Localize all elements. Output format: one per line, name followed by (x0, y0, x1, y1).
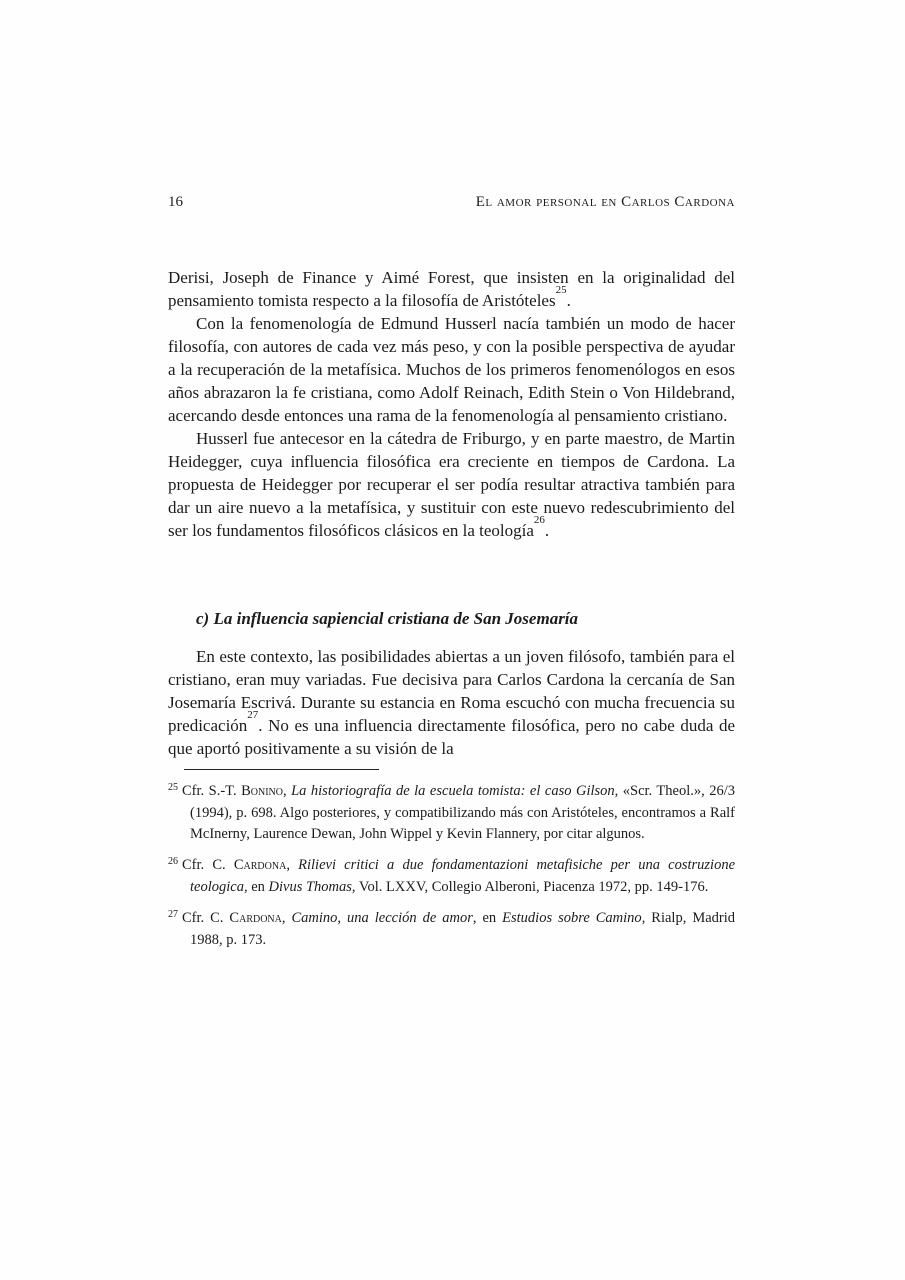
footnotes (168, 781, 735, 951)
footnote-ref-26: 26 (533, 514, 545, 527)
running-title: El amor personal en Carlos Cardona (475, 194, 735, 210)
footnote-book-title: Estudios sobre Camino (502, 910, 642, 926)
footnote-work-title: Camino, una lección de amor (291, 910, 473, 926)
paragraph-text: Con la fenomenología de Edmund Husserl nacía también un modo de hacer filosofía, con autores de cada vez más peso, y con la posible perspectiva de ayudar a la recuperación de la metafísica. Muchos de los primeros fenomenólogos en esos años abrazaron la fe cristiana, como Adolf Reinach, Edith Stein o Von Hildebrand, acercando desde entonces una rama de la fenomenología al pensamiento cristiano. (168, 314, 735, 425)
footnote-text: , Vol. LXXV, Collegio Alberoni, Piacenza 1972, pp. 149-176. (351, 879, 709, 895)
footnote-text: , Rialp, Madrid 1988, p. 173. (190, 910, 736, 948)
paragraph-text: . No es una influencia directamente filosófica, pero no cabe duda de que aportó positivamente a su visión de la (168, 716, 735, 758)
footnote-text: , en (243, 879, 269, 895)
footnote-work-title: Rilievi critici a due fondamentazioni metafisiche per una costruzione teologica (190, 857, 736, 895)
paragraph-fenomenologia (168, 312, 735, 427)
footnote-text: , (282, 783, 292, 799)
footnote-author: Bonino (241, 783, 283, 799)
footnote-text: , en (472, 910, 503, 926)
footnote-text: , «Scr. Theol.», 26/3 (1994), p. 698. Algo posteriores, y compatibilizando más con Aristóteles, encontramos a Ralf McInerny, Laurence Dewan, John Wippel y Kevin Flannery, por citar algunos. (190, 783, 735, 842)
paragraph-text: . (544, 521, 550, 540)
paragraph-husserl-heidegger (168, 427, 735, 542)
paragraph-contexto (168, 645, 735, 760)
footnote-number: 25 (168, 782, 178, 793)
footnote-ref-25: 25 (555, 284, 567, 297)
footnote-text: Cfr. S.-T. (182, 783, 242, 799)
footnote-25 (168, 781, 735, 845)
footnote-author: Cardona (233, 857, 287, 873)
footnote-number: 27 (168, 909, 178, 920)
paragraph-text: En este contexto, las posibilidades abiertas a un joven filósofo, también para el cristiano, eran muy variadas. Fue decisiva para Carlos Cardona la cercanía de San Josemaría Escrivá. Durante su estancia en Roma escuchó con mucha frecuencia su predicación (168, 647, 735, 735)
footnote-text: , (281, 910, 292, 926)
footnote-text: Cfr. C. (182, 910, 230, 926)
footnote-number: 26 (168, 856, 178, 867)
paragraph-text: Derisi, Joseph de Finance y Aimé Forest, que insisten en la originalidad del pensamiento tomista respecto a la filosofía de Aristóteles (168, 268, 735, 310)
paragraph-text: Husserl fue antecesor en la cátedra de Friburgo, y en parte maestro, de Martin Heidegger, cuya influencia filosófica era creciente en tiempos de Cardona. La propuesta de Heidegger por recuperar el ser podía resultar atractiva también para dar un aire nuevo a la metafísica, y sustituir con este nuevo redescubrimiento del ser los fundamentos filosóficos clásicos en la teología (168, 429, 735, 540)
text-block (168, 266, 735, 951)
footnote-text: Cfr. C. (182, 857, 234, 873)
footnote-26 (168, 855, 735, 898)
footnote-separator (184, 769, 379, 770)
footnote-journal-title: Divus Thomas (268, 879, 352, 895)
page-header (168, 194, 735, 211)
paragraph-derisi (168, 266, 735, 312)
footnote-27 (168, 908, 735, 951)
paragraph-text: . (566, 291, 571, 310)
section-heading: c) La influencia sapiencial cristiana de San Josemaría (196, 609, 579, 628)
footnote-ref-27: 27 (247, 709, 259, 722)
footnote-author: Cardona (229, 910, 282, 926)
page-number: 16 (168, 194, 183, 210)
footnote-text: , (286, 857, 299, 873)
footnote-work-title: La historiografía de la escuela tomista: el caso Gilson (291, 783, 615, 799)
